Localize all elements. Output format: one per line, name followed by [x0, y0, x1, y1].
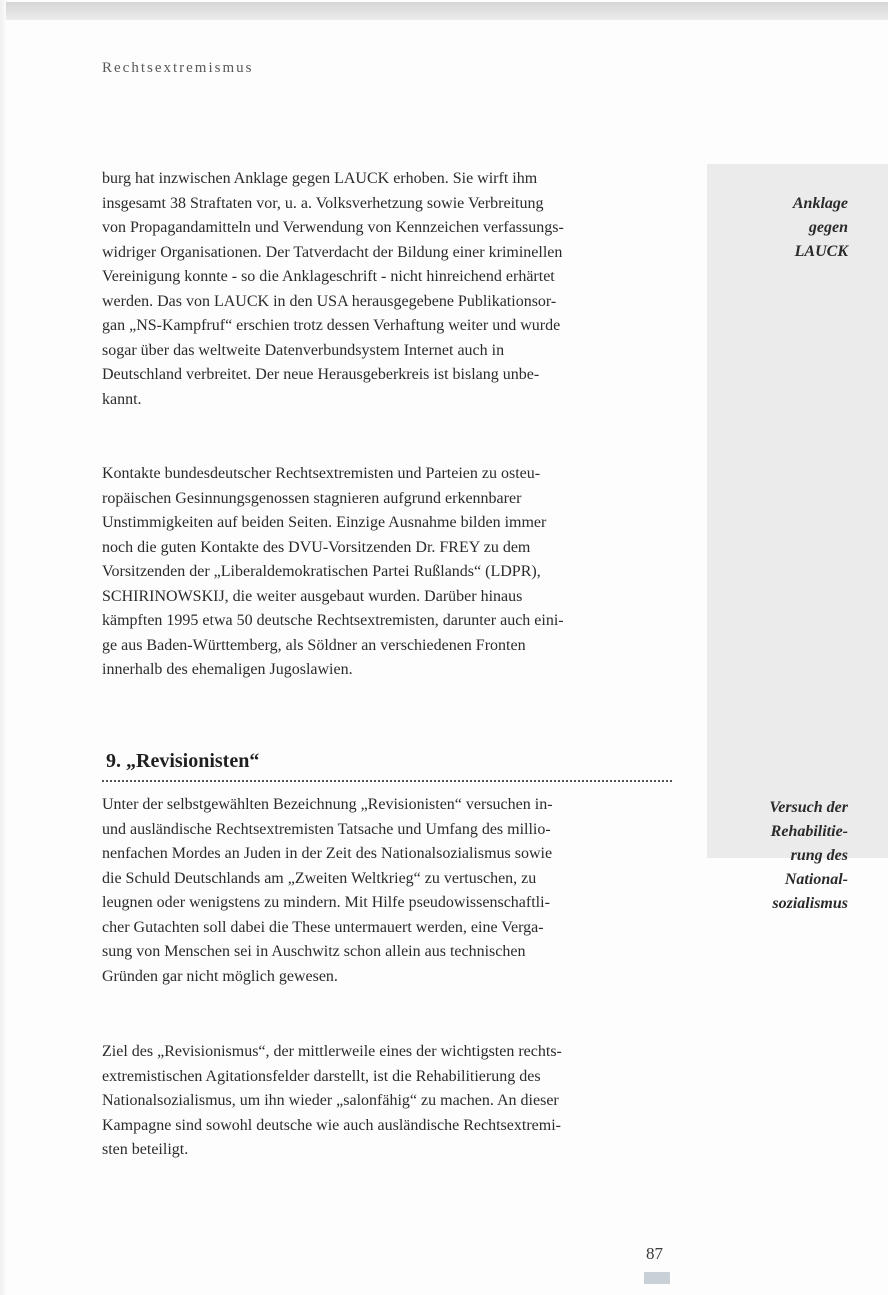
margin-note-line: gegen: [808, 219, 848, 236]
margin-note-rehabilitierung: [718, 796, 848, 916]
margin-note-anklage: [718, 192, 848, 264]
text-line: Vereinigung konnte - so die Anklageschrift - nicht hinreichend erhärtet: [102, 268, 555, 285]
text-line: leugnen oder wenigstens zu mindern. Mit Hilfe pseudowissenschaftli-: [102, 894, 550, 911]
margin-note-line: National-: [784, 871, 848, 888]
text-line: Deutschland verbreitet. Der neue Herausgeberkreis ist bislang unbe-: [102, 366, 540, 383]
paragraph-lauck-anklage: [102, 167, 672, 412]
text-line: Unstimmigkeiten auf beiden Seiten. Einzige Ausnahme bilden immer: [102, 514, 547, 531]
text-line: Ziel des „Revisionismus“, der mittlerweile eines der wichtigsten rechts-: [102, 1043, 562, 1060]
paragraph-revisionisten: [102, 793, 672, 989]
text-line: Gründen gar nicht möglich gewesen.: [102, 967, 338, 985]
text-line: von Propagandamitteln und Verwendung von Kennzeichen verfassungs-: [102, 219, 564, 236]
text-line: sung von Menschen sei in Auschwitz schon allein aus technischen: [102, 943, 526, 960]
text-line: gan „NS-Kampfruf“ erschien trotz dessen Verhaftung weiter und wurde: [102, 317, 561, 334]
text-line: kannt.: [102, 390, 142, 408]
text-line: sogar über das weltweite Datenverbundsystem Internet auch in: [102, 341, 505, 359]
text-line: ropäischen Gesinnungsgenossen stagnieren aufgrund erkennbarer: [102, 489, 522, 507]
margin-column: [707, 164, 888, 858]
top-edge-rule: [6, 2, 888, 20]
left-page-edge: [0, 0, 6, 1295]
margin-note-line: sozialismus: [772, 895, 848, 912]
text-line: widriger Organisationen. Der Tatverdacht der Bildung einer kriminellen: [102, 243, 563, 261]
text-line: Unter der selbstgewählten Bezeichnung „Revisionisten“ versuchen in-: [102, 796, 553, 813]
text-line: werden. Das von LAUCK in den USA herausgegebene Publikationsor-: [102, 292, 557, 310]
text-line: Kampagne sind sowohl deutsche wie auch ausländische Rechtsextremi-: [102, 1116, 561, 1134]
text-line: die Schuld Deutschlands am „Zweiten Weltkrieg“ zu vertuschen, zu: [102, 869, 537, 887]
page-mark: [644, 1272, 670, 1284]
text-line: und ausländische Rechtsextremisten Tatsache und Umfang des millio-: [102, 820, 551, 838]
text-line: innerhalb des ehemaligen Jugoslawien.: [102, 661, 353, 678]
page-number: 87: [646, 1244, 663, 1263]
margin-note-line: LAUCK: [794, 243, 848, 260]
paragraph-osteuropa-kontakte: [102, 462, 672, 683]
margin-note-line: Versuch der: [769, 799, 848, 816]
margin-note-line: Rehabilitie-: [770, 823, 848, 840]
text-line: Nationalsozialismus, um ihn wieder „salonfähig“ zu machen. An dieser: [102, 1092, 559, 1109]
section-heading-text: 9. „Revisionisten“: [106, 750, 260, 772]
text-line: extremistischen Agitationsfelder darstellt, ist die Rehabilitierung des: [102, 1067, 541, 1085]
section-heading: [102, 750, 672, 782]
text-line: Kontakte bundesdeutscher Rechtsextremisten und Parteien zu osteu-: [102, 465, 541, 482]
text-line: noch die guten Kontakte des DVU-Vorsitzenden Dr. FREY zu dem: [102, 538, 531, 556]
text-line: SCHIRINOWSKIJ, die weiter ausgebaut wurden. Darüber hinaus: [102, 587, 523, 605]
margin-note-line: rung des: [790, 847, 848, 864]
paragraph-revisionismus-ziel: [102, 1040, 672, 1163]
text-line: cher Gutachten soll dabei die These untermauert werden, eine Verga-: [102, 918, 544, 936]
text-line: insgesamt 38 Straftaten vor, u. a. Volksverhetzung sowie Verbreitung: [102, 194, 544, 212]
text-line: burg hat inzwischen Anklage gegen LAUCK erhoben. Sie wirft ihm: [102, 170, 538, 187]
running-head: Rechtsextremismus: [102, 60, 254, 76]
text-line: ge aus Baden-Württemberg, als Söldner an verschiedenen Fronten: [102, 636, 526, 654]
margin-note-line: Anklage: [792, 195, 848, 212]
text-line: Vorsitzenden der „Liberaldemokratischen Partei Rußlands“ (LDPR),: [102, 563, 541, 580]
text-line: sten beteiligt.: [102, 1141, 189, 1158]
text-line: nenfachen Mordes an Juden in der Zeit des Nationalsozialismus sowie: [102, 845, 553, 862]
text-line: kämpften 1995 etwa 50 deutsche Rechtsextremisten, darunter auch eini-: [102, 612, 564, 629]
